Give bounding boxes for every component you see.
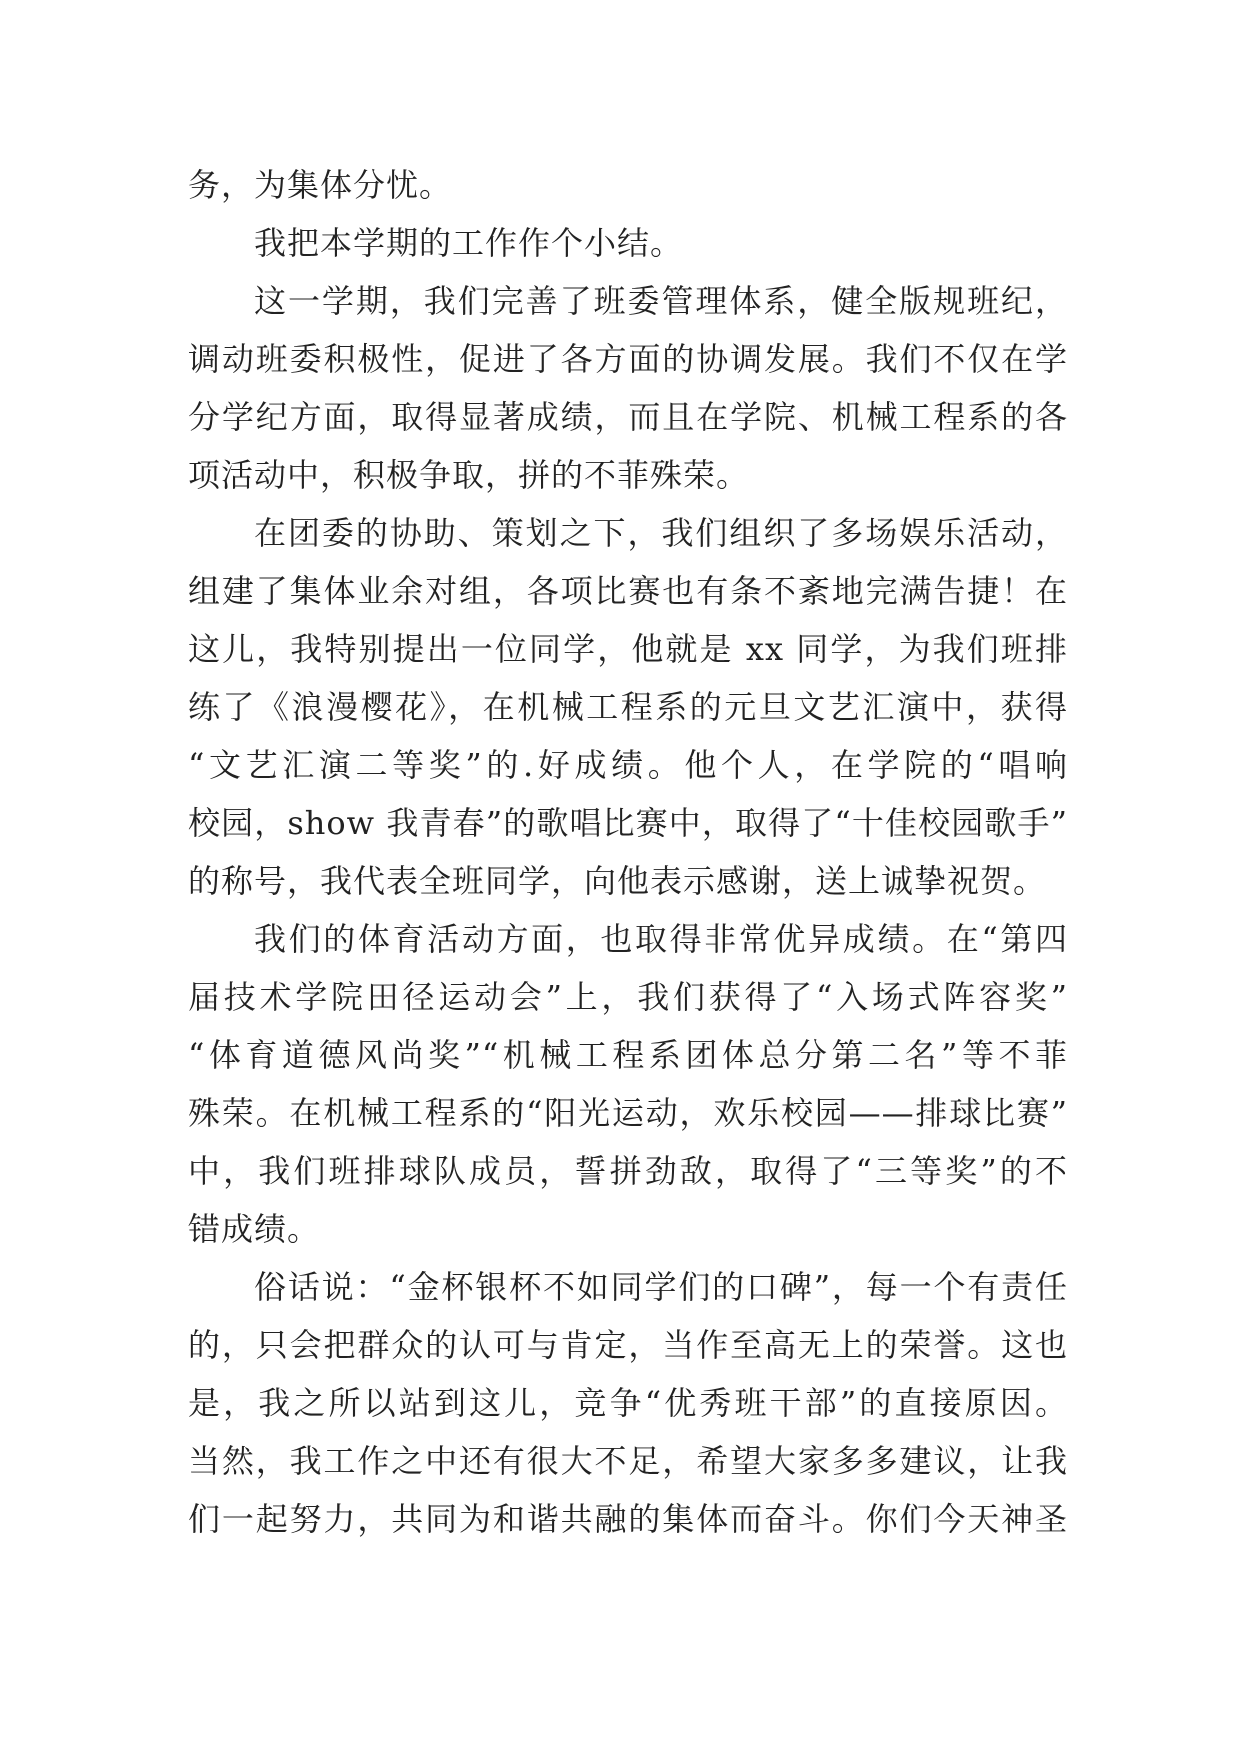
text-line: 这儿，我特别提出一位同学，他就是 xx 同学，为我们班排 [188,630,1068,668]
text-line: 中，我们班排球队成员，誓拼劲敌，取得了“三等奖”的不 [188,1152,1068,1190]
text-line: 错成绩。 [188,1210,321,1248]
text-line: “文艺汇演二等奖”的.好成绩。他个人，在学院的“唱响 [188,746,1068,784]
text-line: 的，只会把群众的认可与肯定，当作至高无上的荣誉。这也 [188,1326,1068,1364]
text-line: 在团委的协助、策划之下，我们组织了多场娱乐活动， [254,514,1068,552]
text-line: 分学纪方面，取得显著成绩，而且在学院、机械工程系的各 [188,398,1068,436]
text-line: 殊荣。在机械工程系的“阳光运动，欢乐校园——排球比赛” [188,1094,1068,1132]
text-line: 这一学期，我们完善了班委管理体系，健全版规班纪， [254,282,1068,320]
text-line: 务，为集体分忧。 [188,166,453,204]
text-line: 们一起努力，共同为和谐共融的集体而奋斗。你们今天神圣 [188,1500,1068,1538]
text-line: “体育道德风尚奖”“机械工程系团体总分第二名”等不菲 [188,1036,1068,1074]
text-line: 当然，我工作之中还有很大不足，希望大家多多建议，让我 [188,1442,1068,1480]
text-line: 组建了集体业余对组，各项比赛也有条不紊地完满告捷！在 [188,572,1068,610]
text-line: 我把本学期的工作作个小结。 [254,224,684,262]
document-body [188,156,1068,1548]
text-line: 是，我之所以站到这儿，竞争“优秀班干部”的直接原因。 [188,1384,1068,1422]
text-line: 调动班委积极性，促进了各方面的协调发展。我们不仅在学 [188,340,1068,378]
text-line: 的称号，我代表全班同学，向他表示感谢，送上诚挚祝贺。 [188,862,1047,900]
text-line: 项活动中，积极争取，拼的不菲殊荣。 [188,456,750,494]
text-line: 我们的体育活动方面，也取得非常优异成绩。在“第四 [254,920,1068,958]
text-line: 届技术学院田径运动会”上，我们获得了“入场式阵容奖” [188,978,1068,1016]
text-line: 校园，show 我青春”的歌唱比赛中，取得了“十佳校园歌手” [188,804,1068,842]
text-line: 练了《浪漫樱花》，在机械工程系的元旦文艺汇演中，获得 [188,688,1068,726]
text-line: 俗话说：“金杯银杯不如同学们的口碑”，每一个有责任 [254,1268,1068,1306]
